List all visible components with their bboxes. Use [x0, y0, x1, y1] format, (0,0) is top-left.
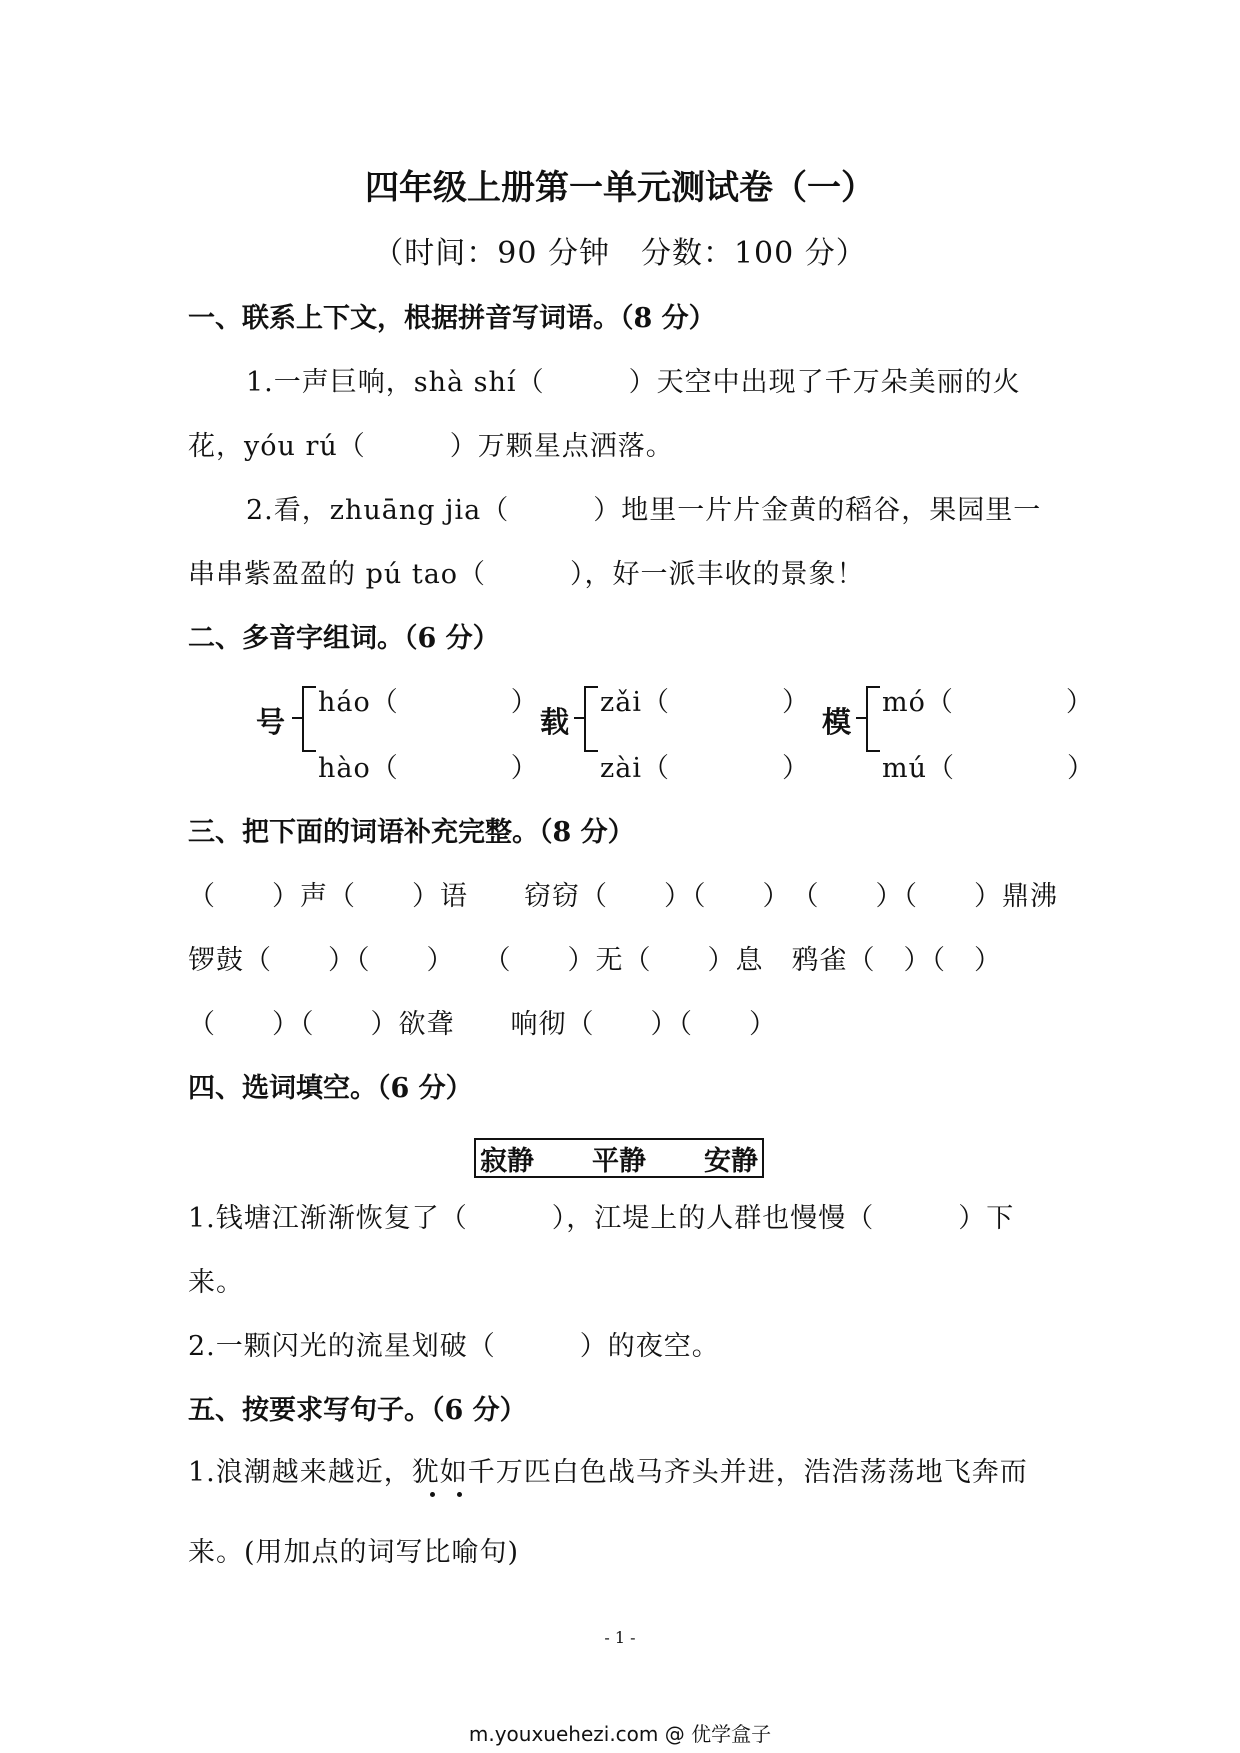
footer-watermark: m.youxuehezi.com @ 优学盒子: [468, 1722, 772, 1746]
word-option: 寂静: [480, 1145, 534, 1177]
section4-line3: 2.一颗闪光的流星划破（ ）的夜空。: [188, 1331, 720, 1362]
polyphone-2-reading-2: zài（ ）: [600, 753, 810, 784]
emphasis-dot: [430, 1492, 435, 1497]
section1-line2: 花，yóu rú（ ）万颗星点洒落。: [188, 431, 674, 462]
polyphone-2-reading-1: zǎi（ ）: [600, 687, 810, 718]
polyphone-3-reading-2: mú（ ）: [882, 753, 1095, 784]
section3-line3: （ ）（ ）欲聋 响彻（ ）（ ）: [188, 1009, 777, 1040]
section4-line1: 1.钱塘江渐渐恢复了（ ），江堤上的人群也慢慢（ ）下: [188, 1203, 1015, 1234]
section2-heading: 二、多音字组词。（6 分）: [188, 623, 500, 654]
word-option: 平静: [592, 1145, 646, 1177]
section1-heading: 一、联系上下文，根据拼音写词语。（8 分）: [188, 303, 716, 334]
section3-line2: 锣鼓（ ）（ ） （ ）无（ ）息 鸦雀（ ）（ ）: [188, 945, 1002, 976]
polyphone-char-3: 模: [822, 705, 852, 739]
polyphone-char-1: 号: [256, 705, 286, 739]
section3-line1: （ ）声（ ）语 窃窃（ ）（ ） （ ）（ ）鼎沸: [188, 881, 1058, 912]
section5-line2: 来。(用加点的词写比喻句): [188, 1537, 520, 1568]
section4-line2: 来。: [188, 1267, 244, 1298]
polyphone-char-2: 载: [540, 705, 570, 739]
brace-icon: [584, 686, 598, 752]
polyphone-1-reading-1: háo（ ）: [318, 687, 539, 718]
section3-heading: 三、把下面的词语补充完整。（8 分）: [188, 817, 635, 848]
polyphone-3-reading-1: mó（ ）: [882, 687, 1094, 718]
section1-line3: 2.看，zhuāng jia（ ）地里一片片金黄的稻谷，果园里一: [246, 495, 1042, 526]
section5-heading: 五、按要求写句子。（6 分）: [188, 1395, 527, 1426]
word-bank: [474, 1138, 764, 1178]
brace-icon: [866, 686, 880, 752]
section1-line1: 1.一声巨响，shà shí（ ）天空中出现了千万朵美丽的火: [246, 367, 1021, 398]
page-number: - 1 -: [604, 1628, 636, 1647]
polyphone-1-reading-2: hào（ ）: [318, 753, 539, 784]
section1-line4: 串串紫盈盈的 pú tao（ ），好一派丰收的景象！: [188, 559, 865, 590]
section4-heading: 四、选词填空。（6 分）: [188, 1073, 473, 1104]
exam-info: （时间：90 分钟 分数：100 分）: [373, 236, 867, 271]
emphasis-dot: [457, 1492, 462, 1497]
section5-line1: 1.浪潮越来越近，犹如千万匹白色战马齐头并进，浩浩荡荡地飞奔而: [188, 1457, 1028, 1488]
word-option: 安静: [704, 1145, 758, 1177]
brace-icon: [302, 686, 316, 752]
page-title: 四年级上册第一单元测试卷（一）: [365, 168, 875, 208]
